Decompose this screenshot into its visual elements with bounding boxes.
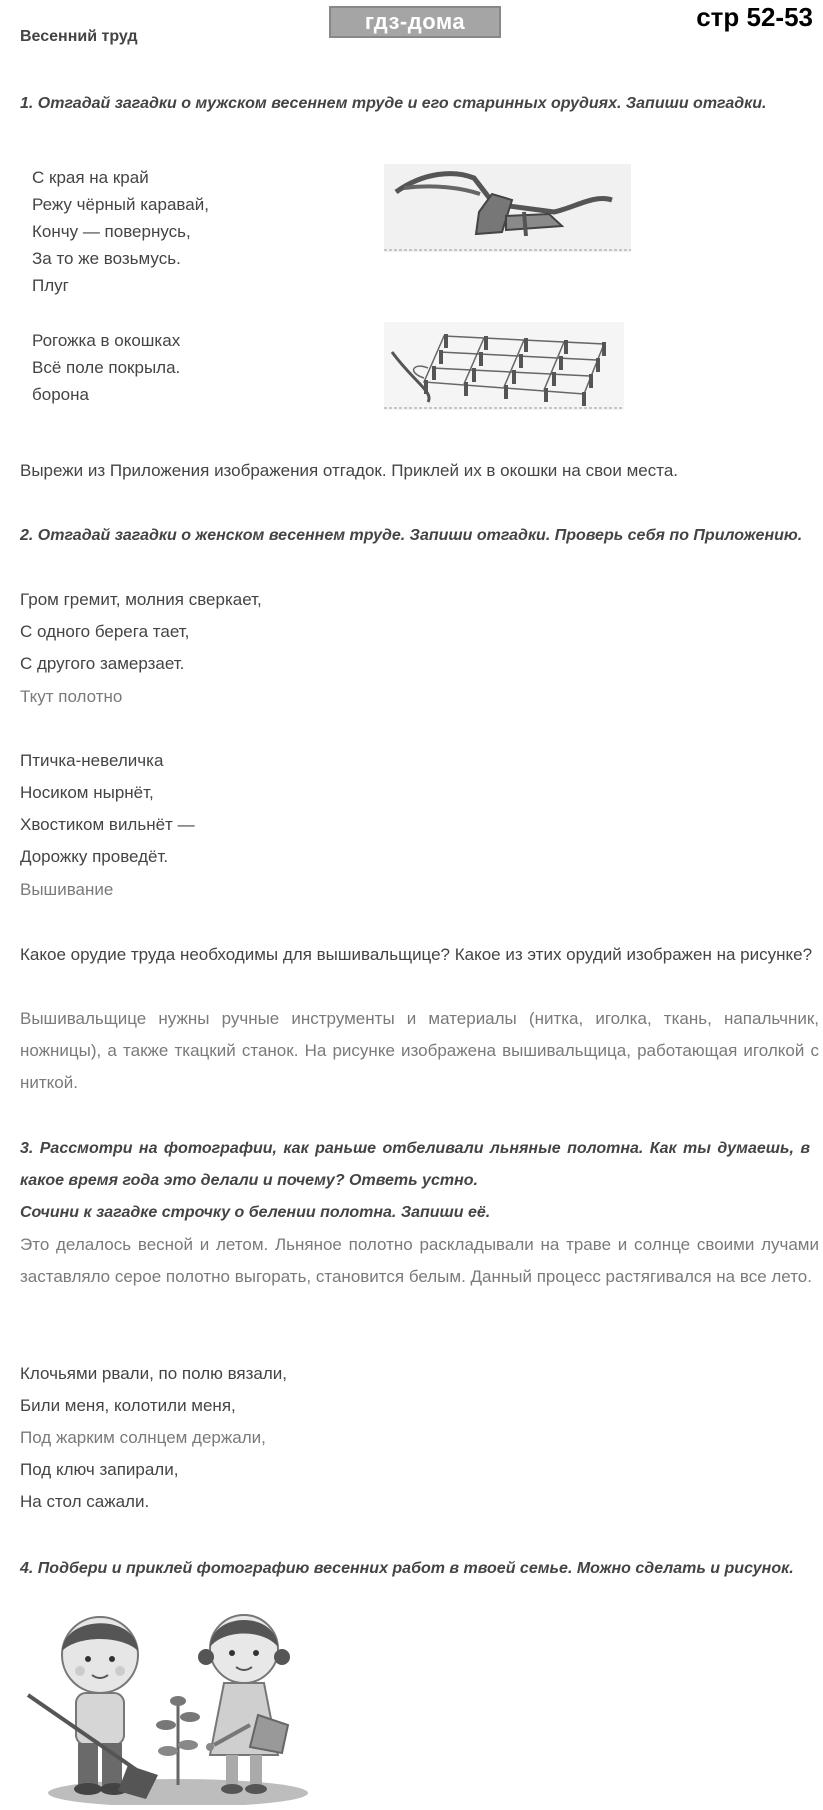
page-range: стр 52-53 [696,2,813,32]
poem-line: Под ключ запирали, [20,1460,179,1479]
instruction-text: Вырежи из Приложения изображения отгадок. Приклей их в окошки на свои места. [20,461,679,480]
riddle-answer: Плуг [32,276,69,295]
riddle-line: Всё поле покрыла. [32,358,181,377]
task-1-heading: 1. Отгадай загадки о мужском весеннем труде и его старинных орудиях. Запиши отгадки. [20,95,767,112]
children-gardening-illustration [18,1595,318,1805]
riddle-line: С другого замерзает. [20,654,185,673]
task-3-subheading: Сочини к загадке строчку о белении полотна. Запиши её. [20,1204,491,1221]
riddle-answer: Ткут полотно [20,687,123,706]
answer-text: Вышивальщице нужны ручные инструменты и материалы (нитка, иголка, ткань, напальчник, ножницы), а также ткацкий станок. На рисунке изображена вышивальщица, работающая иголкой с ниткой. [20,1009,819,1092]
poem-line: Клочьями рвали, по полю вязали, [20,1364,288,1383]
riddle-line: Режу чёрный каравай, [32,195,209,214]
task-2-heading: 2. Отгадай загадки о женском весеннем труде. Запиши отгадки. Проверь себя по Приложению. [20,527,803,544]
page-title: Весенний труд [20,28,138,45]
riddle-line: Дорожку проведёт. [20,847,169,866]
riddle-line: Гром гремит, молния сверкает, [20,590,262,609]
plow-image [384,164,631,252]
riddle-answer: борона [32,385,89,404]
riddle-line: Кончу — повернусь, [32,222,191,241]
riddle-line: Птичка-невеличка [20,751,164,770]
riddle-answer: Вышивание [20,880,114,899]
riddle-line: С одного берега тает, [20,622,190,641]
watermark-badge: гдз-дома [329,6,501,38]
task-4-heading: 4. Подбери и приклей фотографию весенних работ в твоей семье. Можно сделать и рисунок. [20,1560,794,1577]
answer-text: Это делалось весной и летом. Льняное полотно раскладывали на траве и солнце своими лучами заставляло серое полотно выгорать, становится белым. Данный процесс растягивался на все лето. [20,1235,819,1286]
riddle-line: Рогожка в окошках [32,331,181,350]
riddle-line: За то же возьмусь. [32,249,181,268]
riddle-line: С края на край [32,168,149,187]
task-3-heading: 3. Рассмотри на фотографии, как раньше отбеливали льняные полотна. Как ты думаешь, в какое время года это делали и почему? Ответь устно. [20,1140,810,1189]
question-text: Какое орудие труда необходимы для вышивальщице? Какое из этих орудий изображен на рисунке? [20,945,813,964]
poem-line: На стол сажали. [20,1492,150,1511]
poem-line: Под жарким солнцем держали, [20,1428,266,1447]
riddle-line: Носиком нырнёт, [20,783,154,802]
poem-line: Били меня, колотили меня, [20,1396,236,1415]
harrow-image [384,322,624,410]
riddle-line: Хвостиком вильнёт — [20,815,195,834]
